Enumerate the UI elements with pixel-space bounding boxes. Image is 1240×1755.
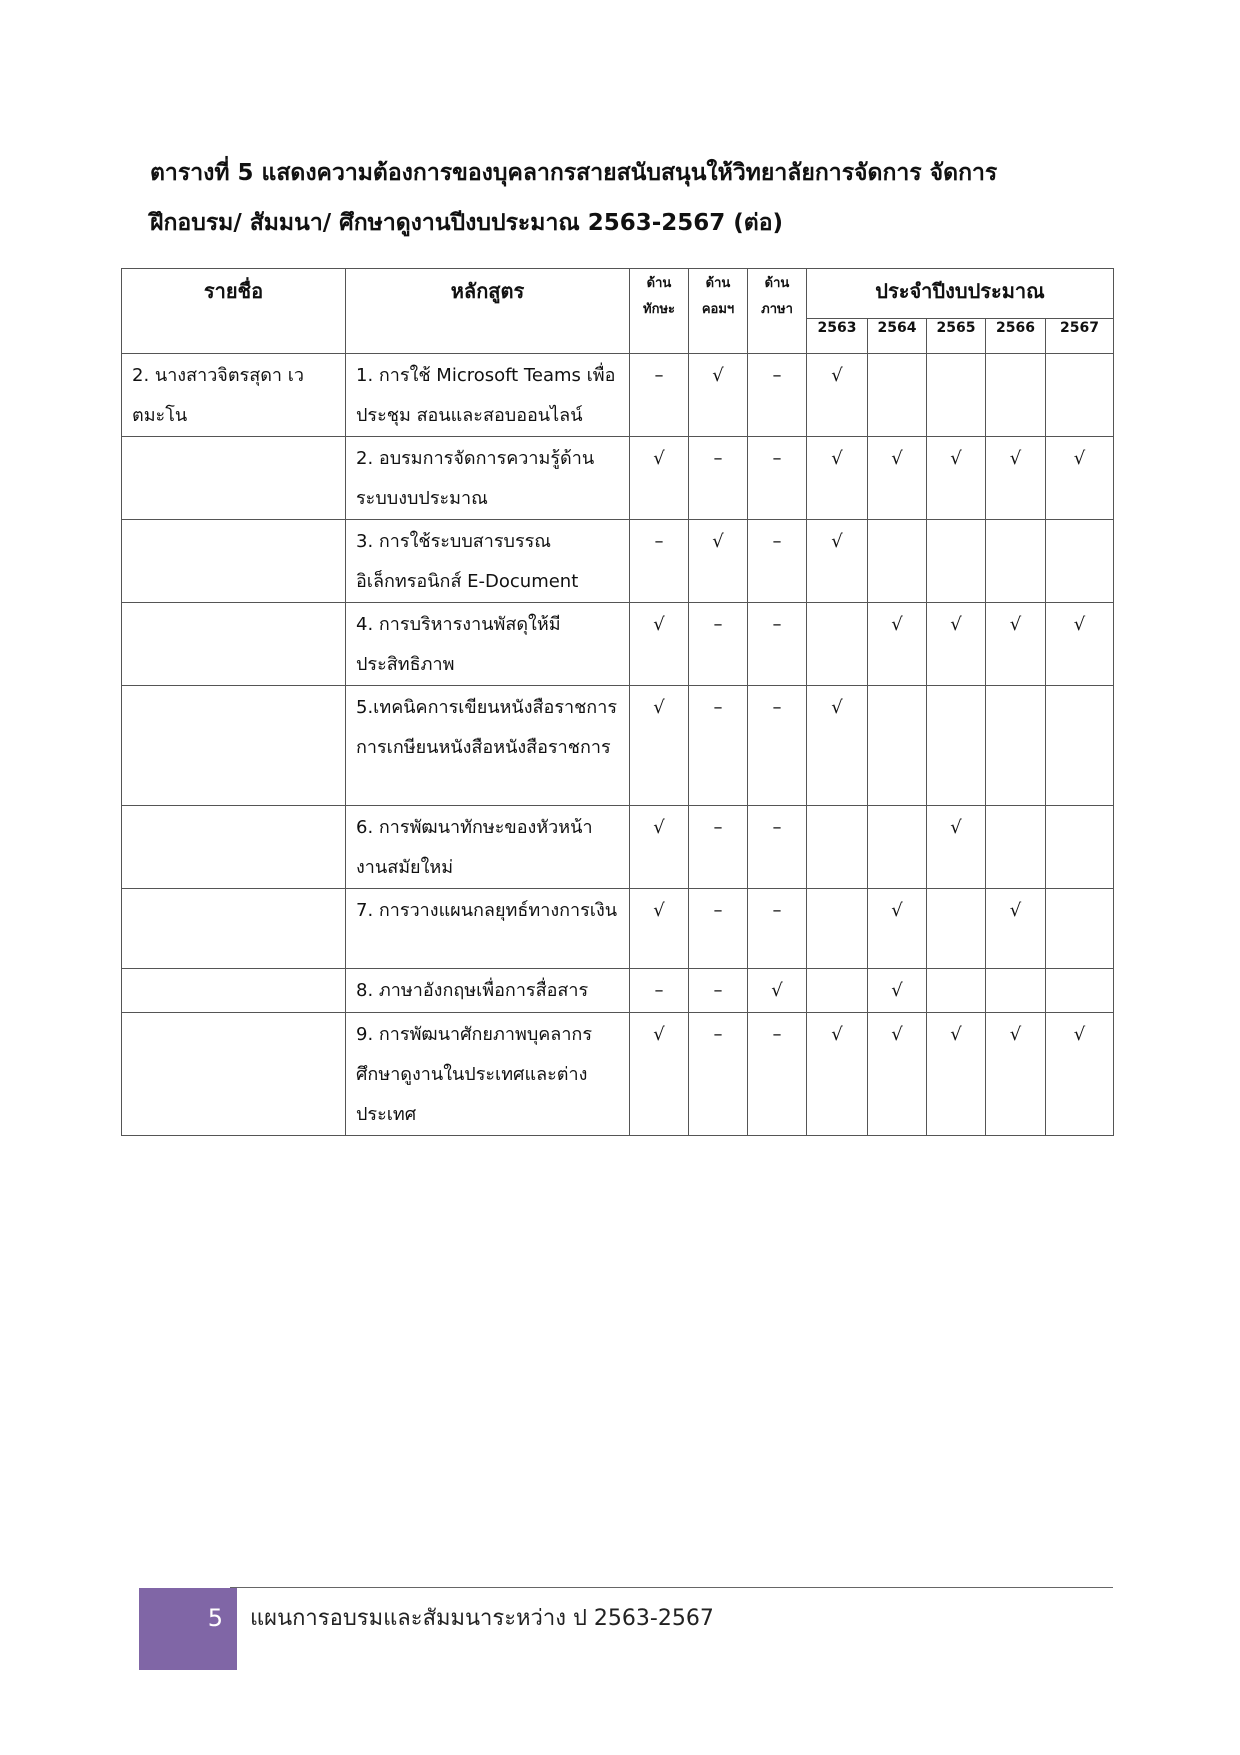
row-2567-mark: √ (1046, 1013, 1114, 1136)
row-2566-mark (986, 354, 1046, 437)
row-2564-mark: √ (868, 969, 927, 1013)
row-2563-mark (807, 603, 868, 686)
header-budget-year: ประจำปีงบประมาณ (807, 269, 1114, 319)
table-caption (150, 148, 1110, 248)
row-2564-mark: √ (868, 889, 927, 969)
row-computer-mark: √ (689, 520, 748, 603)
table-row (122, 889, 1114, 969)
row-2563-mark (807, 806, 868, 889)
row-2567-mark: √ (1046, 603, 1114, 686)
training-plan-table (121, 268, 1114, 1136)
row-language-mark: – (748, 520, 807, 603)
row-skill-mark: – (630, 354, 689, 437)
header-year-2567: 2567 (1046, 319, 1114, 354)
row-2567-mark (1046, 686, 1114, 806)
row-language-mark: – (748, 889, 807, 969)
row-skill-mark: – (630, 969, 689, 1013)
table-row (122, 354, 1114, 437)
row-2565-mark: √ (927, 437, 986, 520)
row-2564-mark: √ (868, 437, 927, 520)
row-2565-mark (927, 969, 986, 1013)
row-name (122, 686, 346, 806)
footer-divider (230, 1587, 1113, 1588)
row-language-mark: – (748, 806, 807, 889)
row-2565-mark: √ (927, 1013, 986, 1136)
row-computer-mark: – (689, 1013, 748, 1136)
row-language-mark: – (748, 1013, 807, 1136)
row-skill-mark: √ (630, 1013, 689, 1136)
row-2563-mark: √ (807, 520, 868, 603)
row-2567-mark: √ (1046, 437, 1114, 520)
row-2563-mark: √ (807, 437, 868, 520)
row-2566-mark: √ (986, 1013, 1046, 1136)
row-2564-mark (868, 806, 927, 889)
row-computer-mark: – (689, 806, 748, 889)
row-2566-mark: √ (986, 603, 1046, 686)
row-skill-mark: √ (630, 603, 689, 686)
header-year-2565: 2565 (927, 319, 986, 354)
row-2565-mark: √ (927, 806, 986, 889)
row-2566-mark (986, 969, 1046, 1013)
row-name (122, 520, 346, 603)
header-computer-line-2: คอมฯ (701, 302, 735, 317)
row-computer-mark: √ (689, 354, 748, 437)
table-row (122, 603, 1114, 686)
row-computer-mark: – (689, 437, 748, 520)
row-2564-mark: √ (868, 603, 927, 686)
row-2565-mark (927, 354, 986, 437)
row-2566-mark: √ (986, 889, 1046, 969)
row-name (122, 806, 346, 889)
row-skill-mark: √ (630, 686, 689, 806)
header-skill-line-2: ทักษะ (643, 302, 675, 317)
header-skill (630, 269, 689, 354)
row-2566-mark (986, 686, 1046, 806)
row-2566-mark (986, 520, 1046, 603)
table-row (122, 969, 1114, 1013)
row-skill-mark: – (630, 520, 689, 603)
caption-line-2: ฝึกอบรม/ สัมมนา/ ศึกษาดูงานปีงบประมาณ 2563-2567 (ต่อ) (150, 210, 784, 236)
row-course: 9. การพัฒนาศักยภาพบุคลากรศึกษาดูงานในประเทศและต่างประเทศ (346, 1013, 630, 1136)
row-2563-mark (807, 969, 868, 1013)
row-2565-mark: √ (927, 603, 986, 686)
footer-title: แผนการอบรมและสัมมนาระหว่าง ป 2563-2567 (250, 1606, 714, 1631)
header-computer-line-1: ด้าน (705, 276, 731, 291)
row-course: 8. ภาษาอังกฤษเพื่อการสื่อสาร (346, 969, 630, 1013)
row-name (122, 969, 346, 1013)
row-2563-mark: √ (807, 686, 868, 806)
page-number-box (139, 1588, 237, 1670)
table-body (122, 354, 1114, 1136)
row-2564-mark (868, 686, 927, 806)
row-2567-mark (1046, 889, 1114, 969)
row-course: 5.เทคนิคการเขียนหนังสือราชการการเกษียนหนังสือหนังสือราชการ (346, 686, 630, 806)
row-name: 2. นางสาวจิตรสุดา เวตมะโน (122, 354, 346, 437)
row-name (122, 889, 346, 969)
row-skill-mark: √ (630, 889, 689, 969)
row-computer-mark: – (689, 603, 748, 686)
row-2564-mark: √ (868, 1013, 927, 1136)
row-course: 2. อบรมการจัดการความรู้ด้านระบบงบประมาณ (346, 437, 630, 520)
header-language-line-1: ด้าน (764, 276, 790, 291)
row-course: 3. การใช้ระบบสารบรรณอิเล็กทรอนิกส์ E-Document (346, 520, 630, 603)
row-2566-mark: √ (986, 437, 1046, 520)
caption-line-1: ตารางที่ 5 แสดงความต้องการของบุคลากรสายสนับสนุนให้วิทยาลัยการจัดการ จัดการ (150, 160, 998, 186)
header-skill-line-1: ด้าน (646, 276, 672, 291)
row-computer-mark: – (689, 969, 748, 1013)
header-language (748, 269, 807, 354)
row-skill-mark: √ (630, 806, 689, 889)
header-course: หลักสูตร (346, 269, 630, 354)
row-language-mark: √ (748, 969, 807, 1013)
row-2565-mark (927, 889, 986, 969)
header-language-line-2: ภาษา (761, 302, 793, 317)
row-2563-mark: √ (807, 1013, 868, 1136)
row-2565-mark (927, 520, 986, 603)
row-language-mark: – (748, 686, 807, 806)
table-row (122, 520, 1114, 603)
header-computer (689, 269, 748, 354)
row-2563-mark (807, 889, 868, 969)
header-name: รายชื่อ (122, 269, 346, 354)
row-2567-mark (1046, 354, 1114, 437)
row-course: 4. การบริหารงานพัสดุให้มีประสิทธิภาพ (346, 603, 630, 686)
row-name (122, 603, 346, 686)
header-year-2564: 2564 (868, 319, 927, 354)
row-course: 1. การใช้ Microsoft Teams เพื่อประชุม สอนและสอบออนไลน์ (346, 354, 630, 437)
table-row (122, 437, 1114, 520)
row-course: 7. การวางแผนกลยุทธ์ทางการเงิน (346, 889, 630, 969)
table-row (122, 686, 1114, 806)
row-language-mark: – (748, 437, 807, 520)
row-2567-mark (1046, 520, 1114, 603)
row-2567-mark (1046, 969, 1114, 1013)
row-2566-mark (986, 806, 1046, 889)
table-row (122, 806, 1114, 889)
header-year-2563: 2563 (807, 319, 868, 354)
row-name (122, 1013, 346, 1136)
header-year-2566: 2566 (986, 319, 1046, 354)
row-course: 6. การพัฒนาทักษะของหัวหน้างานสมัยใหม่ (346, 806, 630, 889)
row-2564-mark (868, 520, 927, 603)
page-number: 5 (207, 1604, 223, 1632)
row-2563-mark: √ (807, 354, 868, 437)
row-language-mark: – (748, 354, 807, 437)
row-computer-mark: – (689, 686, 748, 806)
row-language-mark: – (748, 603, 807, 686)
row-skill-mark: √ (630, 437, 689, 520)
row-2565-mark (927, 686, 986, 806)
row-computer-mark: – (689, 889, 748, 969)
row-name (122, 437, 346, 520)
row-2564-mark (868, 354, 927, 437)
table-row (122, 1013, 1114, 1136)
row-2567-mark (1046, 806, 1114, 889)
